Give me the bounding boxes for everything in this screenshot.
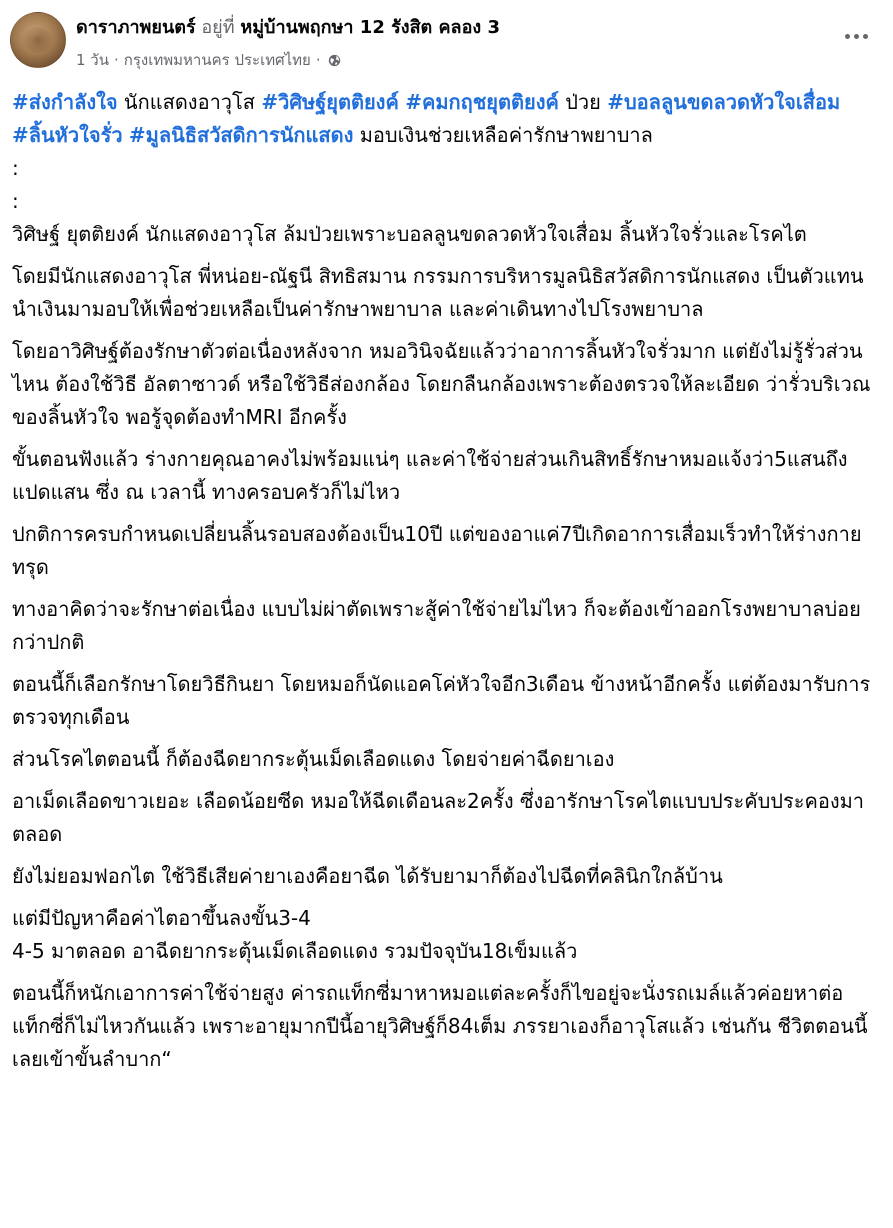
more-options-button[interactable] <box>836 18 876 54</box>
post-line: 4-5 มาตลอด อาฉีดยากระตุ้นเม็ดเลือดแดง รวมปัจจุบัน18เข็มแล้ว <box>12 939 578 963</box>
hashtag-link[interactable]: #มูลนิธิสวัสดิการนักแสดง <box>128 123 354 147</box>
post-meta <box>76 50 341 70</box>
post-title-line <box>76 16 500 40</box>
at-text: อยู่ที่ <box>201 17 235 38</box>
meta-separator: · <box>315 51 321 69</box>
more-options-icon <box>845 34 868 39</box>
post-place: กรุงเทพมหานคร ประเทศไทย <box>123 51 311 69</box>
post-paragraph: ตอนนี้ก็หนักเอาการค่าใช้จ่ายสูง ค่ารถแท็กซี่มาหาหมอแต่ละครั้งก็ไขอยู่จะนั่งรถเมล์แล้วค่อยหาต่อแท็กซี่ก็ไม่ไหวกันแล้ว เพราะอายุมากปีนี้อายุวิศิษฐ์ก็84เต็ม ภรรยาเองก็อาวุโสแล้ว เช่นกัน ชีวิตตอนนี้เลยเข้าขั้นลำบาก“ <box>12 981 868 1071</box>
colon-line: : <box>12 189 19 213</box>
hashtag-link[interactable]: #บอลลูนขดลวดหัวใจเสื่อม <box>607 90 841 114</box>
post-paragraph: โดยอาวิศิษฐ์ต้องรักษาตัวต่อเนื่องหลังจาก หมอวินิจฉัยแล้วว่าอาการลิ้นหัวใจรั่วมาก แต่ยังไม่รู้รั่วส่วนไหน ต้องใช้วิธี อัลตาซาวด์ หรือใช้วิธีส่องกล้อง โดยกลืนกล้องเพราะต้องตรวจให้ละเอียด ว่ารั่วบริเวณ ของลิ้นหัวใจ พอรู้จุดต้องทำMRI อีกครั้ง <box>12 339 871 429</box>
post-paragraph: ปกติการครบกำหนดเปลี่ยนลิ้นรอบสองต้องเป็น10ปี แต่ของอาแค่7ปีเกิดอาการเสื่อมเร็วทำให้ร่างกายทรุด <box>12 522 862 579</box>
post-paragraph: ขั้นตอนฟังแล้ว ร่างกายคุณอาคงไม่พร้อมแน่ๆ และค่าใช้จ่ายส่วนเกินสิทธิ์รักษาหมอแจ้งว่า5แสนถึงแปดแสน ซึ่ง ณ เวลานี้ ทางครอบครัวก็ไม่ไหว <box>12 447 848 504</box>
page-avatar[interactable] <box>10 12 66 68</box>
location-link[interactable]: หมู่บ้านพฤกษา 12 รังสิต คลอง 3 <box>240 17 500 38</box>
hashtag-link[interactable]: #ส่งกำลังใจ <box>12 90 118 114</box>
post-time-link[interactable]: 1 วัน <box>76 51 109 69</box>
page-name-link[interactable]: ดาราภาพยนตร์ <box>76 17 196 38</box>
post-line: แต่มีปัญหาคือค่าไตอาขึ้นลงขั้น3-4 <box>12 906 311 930</box>
post-paragraph: ทางอาคิดว่าจะรักษาต่อเนื่อง แบบไม่ผ่าตัดเพราะสู้ค่าใช้จ่ายไม่ไหว ก็จะต้องเข้าออกโรงพยาบาลบ่อยกว่าปกติ <box>12 597 861 654</box>
post-paragraph: โดยมีนักแสดงอาวุโส พี่หน่อย-ณัฐนี สิทธิสมาน กรรมการบริหารมูลนิธิสวัสดิการนักแสดง เป็นตัวแทนนำเงินมามอบให้เพื่อช่วยเหลือเป็นค่ารักษาพยาบาล และค่าเดินทางไปโรงพยาบาล <box>12 264 864 321</box>
post-header <box>0 0 893 84</box>
colon-line: : <box>12 156 19 180</box>
intro-text: มอบเงินช่วยเหลือค่ารักษาพยาบาล <box>353 123 653 147</box>
post-paragraph: อาเม็ดเลือดขาวเยอะ เลือดน้อยซีด หมอให้ฉีดเดือนละ2ครั้ง ซึ่งอารักษาโรคไตแบบประคับประคองมาตลอด <box>12 789 865 846</box>
intro-text: ป่วย <box>558 90 608 114</box>
post-paragraph: วิศิษฐ์ ยุตติยงค์ นักแสดงอาวุโส ล้มป่วยเพราะบอลลูนขดลวดหัวใจเสื่อม ลิ้นหัวใจรั่วและโรคไต <box>12 222 807 246</box>
post-body <box>12 86 880 1085</box>
post-paragraph: ตอนนี้ก็เลือกรักษาโดยวิธีกินยา โดยหมอก็นัดแอคโค่หัวใจอีก3เดือน ข้างหน้าอีกครั้ง แต่ต้องมารับการตรวจทุกเดือน <box>12 672 871 729</box>
meta-separator: · <box>114 51 119 69</box>
intro-text: นักแสดงอาวุโส <box>117 90 262 114</box>
post-paragraph: ส่วนโรคไตตอนนี้ ก็ต้องฉีดยากระตุ้นเม็ดเลือดแดง โดยจ่ายค่าฉีดยาเอง <box>12 747 615 771</box>
post-intro <box>12 86 880 152</box>
hashtag-link[interactable]: #ลิ้นหัวใจรั่ว <box>12 123 123 147</box>
globe-icon[interactable] <box>328 54 341 67</box>
hashtag-link[interactable]: #คมกฤชยุตติยงค์ <box>405 90 559 114</box>
post-paragraph: ยังไม่ยอมฟอกไต ใช้วิธีเสียค่ายาเองคือยาฉีด ได้รับยามาก็ต้องไปฉีดที่คลินิกใกล้บ้าน <box>12 864 723 888</box>
hashtag-link[interactable]: #วิศิษฐ์ยุตติยงค์ <box>261 90 399 114</box>
